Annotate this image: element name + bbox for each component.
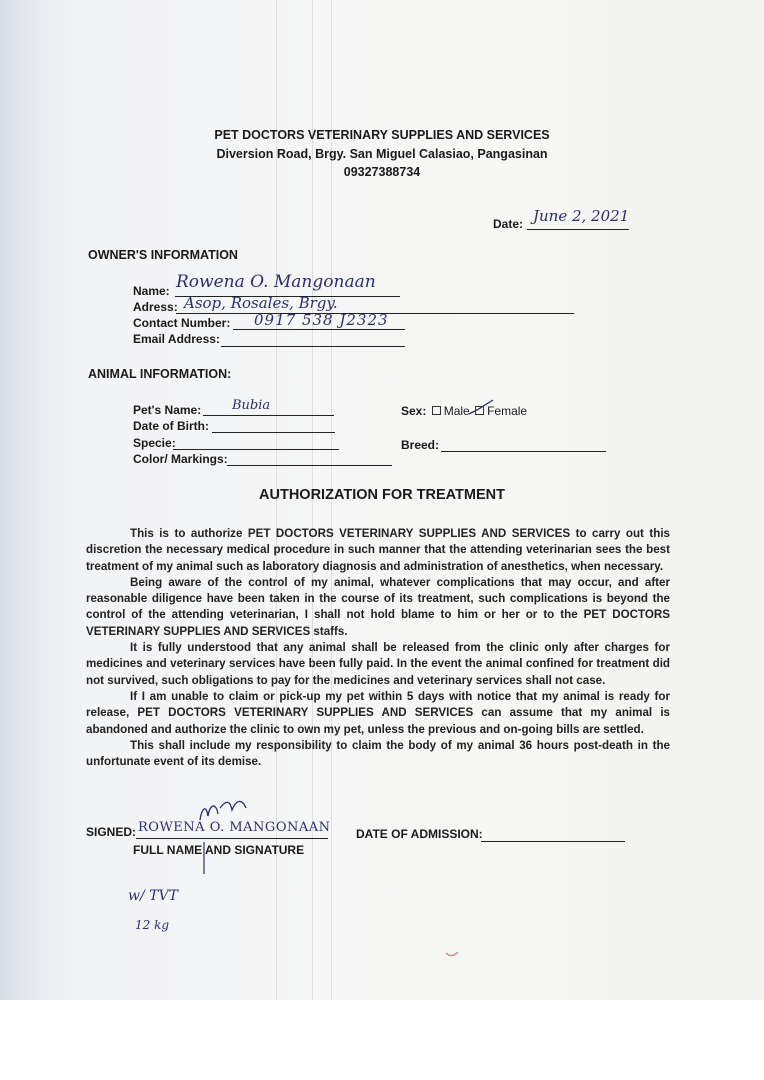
sex-field — [401, 404, 527, 418]
owner-email-line — [221, 346, 405, 347]
clinic-address: Diversion Road, Brgy. San Miguel Calasiao, Pangasinan — [216, 147, 548, 161]
specie-label: Specie: — [133, 436, 176, 450]
date-line — [527, 229, 629, 230]
note-line-2: 12 kg — [135, 918, 170, 932]
specie-line — [173, 449, 339, 450]
pet-name-label: Pet's Name: — [133, 403, 202, 417]
owner-address-label: Adress: — [133, 300, 178, 314]
admission-line — [481, 841, 625, 842]
note-line-1: w/ TVT — [128, 888, 178, 904]
owner-name-value: Rowena O. Mangonaan — [176, 272, 376, 292]
date-value: June 2, 2021 — [533, 207, 630, 225]
authorization-body — [86, 526, 670, 770]
authorization-paragraph: If I am unable to claim or pick-up my pet within 5 days with notice that my animal is ready for release, PET DOCTORS VETERINARY SUPPLIES AND SERVICES can assume that my animal is abandoned and authorize the clinic to own my pet, unless the previous and on-going bills are settled. — [86, 689, 670, 736]
owner-contact-line — [233, 329, 405, 330]
full-name-label: FULL NAME AND SIGNATURE — [133, 843, 305, 857]
breed-line — [441, 451, 606, 452]
authorization-paragraph: Being aware of the control of my animal, whatever complications that may occur, and after reasonable diligence have been taken in the course of its treatment, such complications is beyond the control of the attending veterinarian, I shall not hold blame to him or her or to the PET DOCTORS VETERINARY SUPPLIES AND SERVICES staffs. — [86, 575, 670, 638]
female-checkmark-icon — [467, 398, 497, 418]
clinic-phone: 09327388734 — [343, 165, 421, 179]
sex-male-label: Male — [443, 404, 470, 418]
signed-value: ROWENA O. MANGONAAN — [138, 820, 331, 835]
male-checkbox[interactable] — [432, 406, 441, 415]
clinic-name: PET DOCTORS VETERINARY SUPPLIES AND SERVICES — [214, 128, 550, 142]
dob-label: Date of Birth: — [133, 419, 209, 433]
signature-scribble — [196, 794, 256, 884]
authorization-paragraph: It is fully understood that any animal shall be released from the clinic only after charges for medicines and veterinary services have been fully paid. In the event the animal confined for treatment did not survived, such obligations to pay for the medicines and veterinary services shall not case. — [86, 641, 670, 687]
date-label: Date: — [493, 217, 524, 231]
ink-mark — [444, 950, 460, 960]
authorization-paragraph: This shall include my responsibility to claim the body of my animal 36 hours post-death in the unfortunate event of its demise. — [86, 738, 670, 769]
pet-name-value: Bubia — [232, 398, 271, 413]
animal-heading: ANIMAL INFORMATION: — [88, 367, 232, 381]
sex-female-label: Female — [487, 404, 528, 418]
admission-label: DATE OF ADMISSION: — [356, 827, 483, 841]
owner-name-label: Name: — [133, 284, 170, 298]
owner-contact-label: Contact Number: — [133, 316, 231, 330]
authorization-paragraph: This is to authorize PET DOCTORS VETERINARY SUPPLIES AND SERVICES to carry out this discretion the necessary medical procedure in such manner that the attending veterinarian sees the best treatment of my animal such as laboratory diagnosis and administration of anesthetics, when necessary. — [86, 527, 670, 573]
signed-label: SIGNED: — [86, 825, 137, 839]
owner-contact-value: 0917 538 J2323 — [254, 311, 389, 329]
sex-label: Sex: — [401, 404, 427, 418]
dob-line — [212, 432, 335, 433]
color-label: Color/ Markings: — [133, 452, 228, 466]
owner-heading: OWNER'S INFORMATION — [88, 248, 238, 262]
owner-address-value: Asop, Rosales, Brgy. — [184, 294, 338, 312]
authorization-title: AUTHORIZATION FOR TREATMENT — [259, 487, 505, 503]
pet-name-line — [203, 415, 334, 416]
breed-label: Breed: — [401, 438, 440, 452]
owner-email-label: Email Address: — [133, 332, 220, 346]
color-line — [227, 465, 392, 466]
